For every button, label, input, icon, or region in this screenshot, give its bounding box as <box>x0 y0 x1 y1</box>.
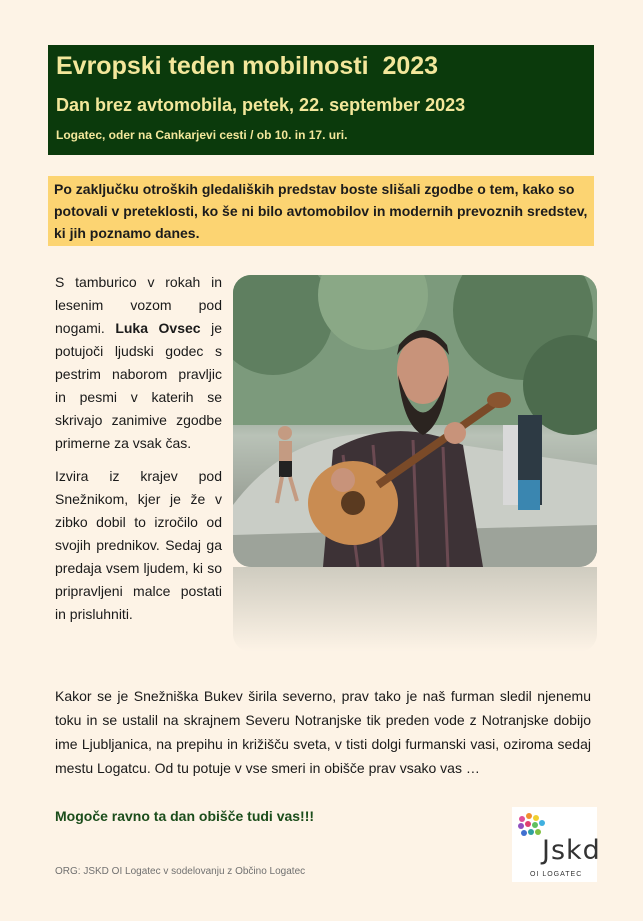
intro-box: Po zaključku otroških gledaliških predstav boste slišali zgodbe o tem, kako so potovali v preteklosti, ko še ni bilo avtomobilov in modernih prevoznih sredstev, ki jih poznamo danes. <box>48 176 594 246</box>
event-date: Dan brez avtomobila, petek, 22. september 2023 <box>56 95 466 115</box>
logo-wordmark: Jskd <box>542 835 601 866</box>
photo-reflection <box>233 567 597 652</box>
performer-paragraph-2: Izvira iz krajev pod Snežnikom, kjer je že v zibko dobil to izročilo od svojih prednikov. Sedaj ga predaja vsem ljudem, ki so pripravljeni malce postati in prisluhniti. <box>55 468 222 622</box>
logo-subtitle: OI LOGATEC <box>530 871 583 878</box>
performer-name: Luka Ovsec <box>115 320 201 336</box>
performer-paragraph-1: S tamburico v rokah in lesenim vozom pod nogami. Luka Ovsec je potujoči ljudski godec s pestrim naborom pravljic in pesmi v katerih se skrivajo zanimive zgodbe primerne za vsak čas. <box>55 274 222 451</box>
footer-organizer: ORG: JSKD OI Logatec v sodelovanju z Občino Logatec <box>55 866 306 877</box>
performer-photo <box>233 275 597 567</box>
event-title: Evropski teden mobilnosti 2023 <box>56 52 439 80</box>
story-paragraph: Kakor se je Snežniška Bukev širila severno, prav tako je naš furman sledil njenemu toku in se ustalil na skrajnem Severu Notranjske tik preden vode z Notranjske dobijo ime Ljubljanica, na prepihu in križišču sveta, v tisti dolgi furmanski vasi, oziroma sedaj mestu Logatcu. Od tu potuje v vse smeri in obišče prav vsako vas … <box>55 688 591 776</box>
performer-photo-illustration <box>233 275 597 567</box>
event-location: Logatec, oder na Cankarjevi cesti / ob 10. in 17. uri. <box>56 128 348 142</box>
performer-description <box>55 271 222 636</box>
jskd-logo <box>512 807 601 882</box>
closing-line: Mogoče ravno ta dan obišče tudi vas!!! <box>55 808 315 824</box>
event-header <box>48 45 594 155</box>
